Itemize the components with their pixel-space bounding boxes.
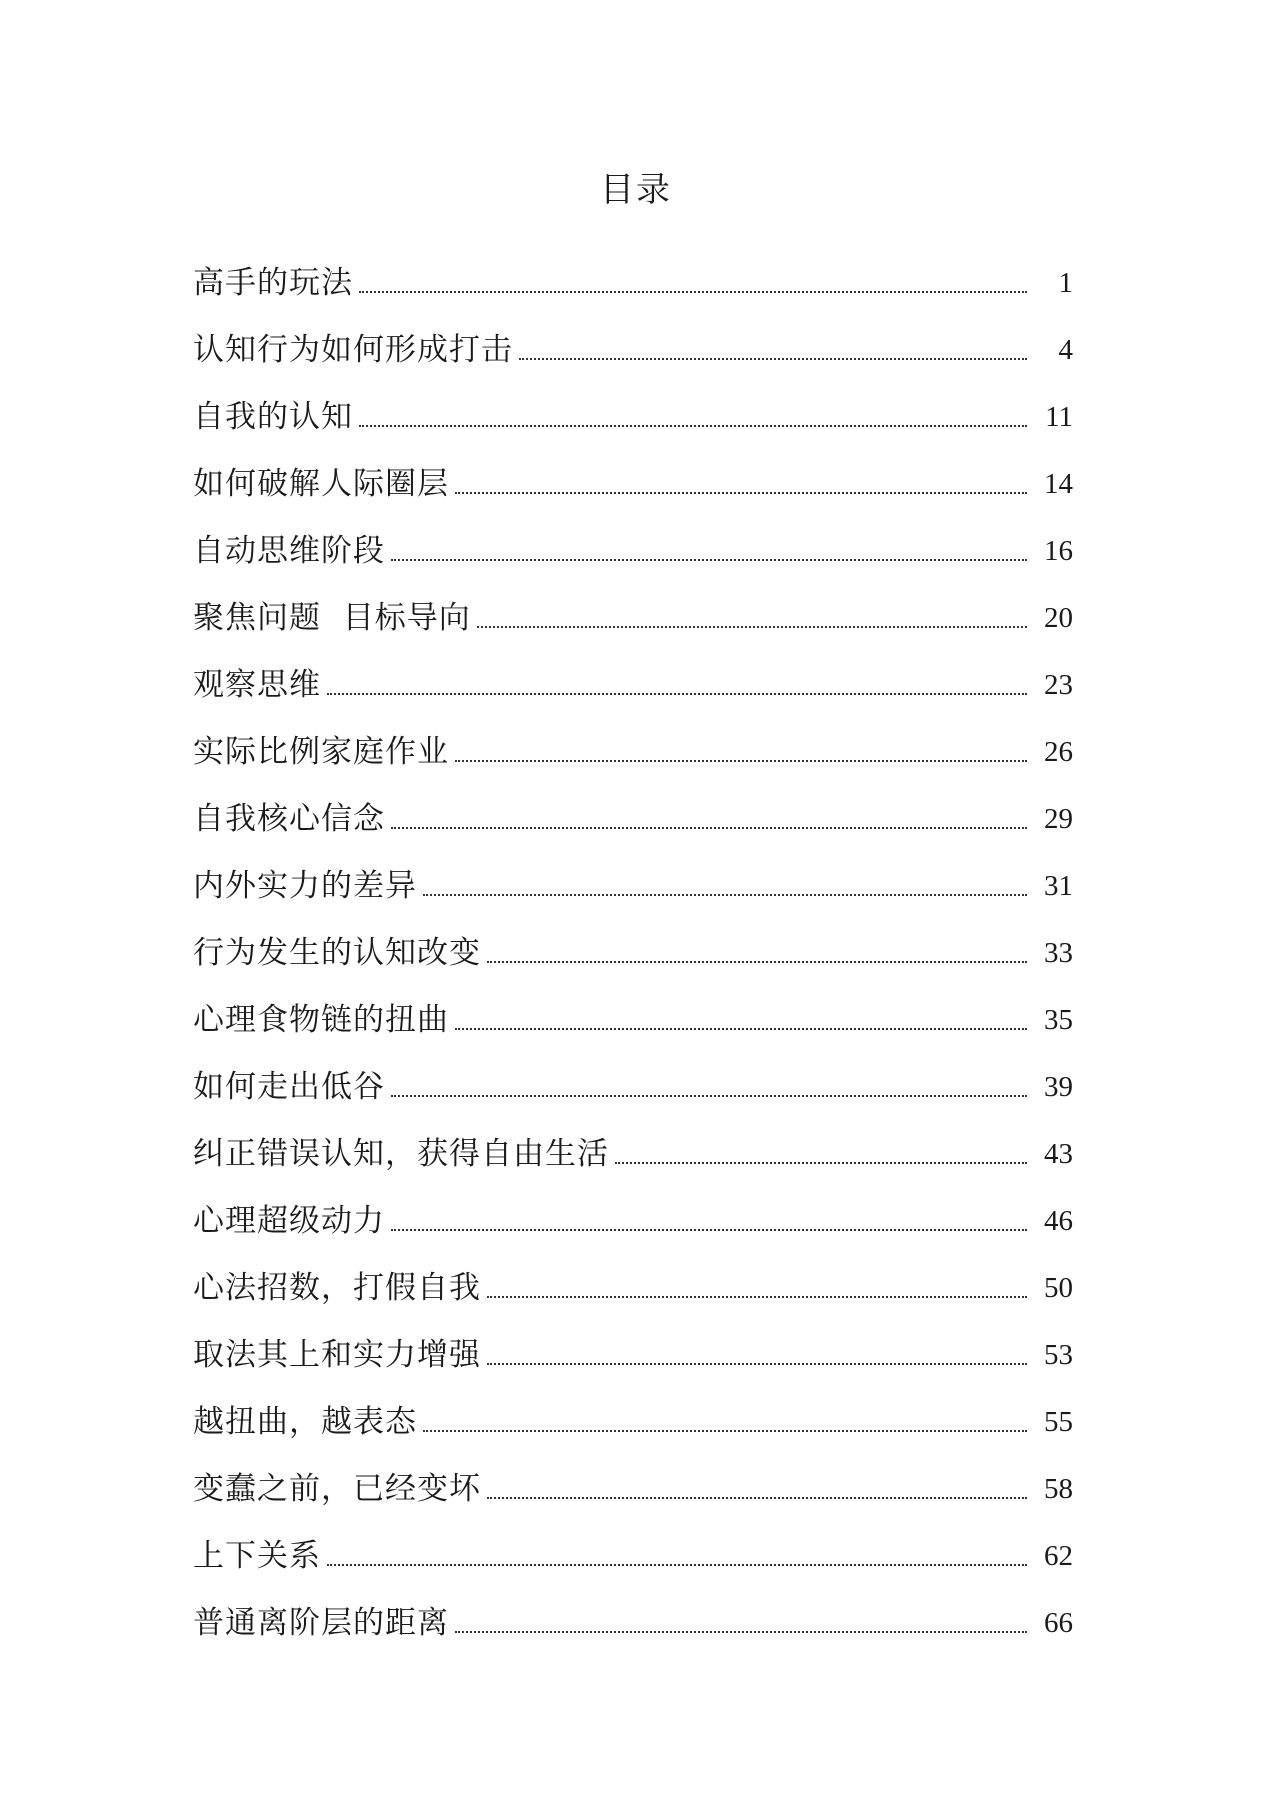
toc-entry — [193, 705, 1073, 772]
toc-entry-page-number: 4 — [1058, 334, 1073, 366]
toc-entry-title: 变蠢之前，已经变坏 — [193, 1471, 481, 1507]
toc-entry-page-number: 39 — [1044, 1071, 1073, 1103]
toc-entry-title: 心理超级动力 — [193, 1203, 385, 1239]
toc-entry-title: 观察思维 — [193, 667, 321, 703]
dot-leader — [455, 760, 1027, 762]
toc-entry — [193, 1442, 1073, 1509]
dot-leader — [423, 894, 1027, 896]
page-title: 目录 — [600, 170, 672, 210]
dot-leader — [423, 1430, 1027, 1432]
toc-entry — [193, 1509, 1073, 1576]
toc-entry-page-number: 31 — [1044, 870, 1073, 902]
toc-entry — [193, 236, 1073, 303]
toc-entry-page-number: 14 — [1044, 468, 1073, 500]
dot-leader — [327, 1564, 1027, 1566]
dot-leader — [327, 693, 1027, 695]
toc-entry — [193, 1308, 1073, 1375]
toc-entry-page-number: 26 — [1044, 736, 1073, 768]
toc-entry-title: 如何走出低谷 — [193, 1069, 385, 1105]
toc-entry — [193, 1576, 1073, 1643]
toc-entry-page-number: 29 — [1044, 803, 1073, 835]
toc-entry-title: 普通离阶层的距离 — [193, 1605, 449, 1641]
dot-leader — [391, 559, 1027, 561]
toc-entry-page-number: 11 — [1045, 401, 1073, 433]
toc-entry-page-number: 62 — [1044, 1540, 1073, 1572]
dot-leader — [455, 492, 1027, 494]
dot-leader — [487, 961, 1027, 963]
toc-entry — [193, 1040, 1073, 1107]
toc-entry-title: 上下关系 — [193, 1538, 321, 1574]
dot-leader — [615, 1162, 1027, 1164]
toc-entry-page-number: 35 — [1044, 1004, 1073, 1036]
toc-entry-title: 心理食物链的扭曲 — [193, 1002, 449, 1038]
toc-entry-title: 高手的玩法 — [193, 265, 353, 301]
toc-entry-page-number: 43 — [1044, 1138, 1073, 1170]
toc-entry — [193, 571, 1073, 638]
dot-leader — [391, 1229, 1027, 1231]
table-of-contents — [193, 236, 1073, 1643]
toc-entry-page-number: 55 — [1044, 1406, 1073, 1438]
dot-leader — [487, 1363, 1027, 1365]
toc-entry — [193, 1375, 1073, 1442]
toc-entry — [193, 303, 1073, 370]
toc-entry-title: 自动思维阶段 — [193, 533, 385, 569]
dot-leader — [519, 358, 1027, 360]
toc-entry — [193, 1107, 1073, 1174]
toc-entry-title: 认知行为如何形成打击 — [193, 332, 513, 368]
toc-entry — [193, 973, 1073, 1040]
toc-entry-title: 取法其上和实力增强 — [193, 1337, 481, 1373]
toc-entry-title: 内外实力的差异 — [193, 868, 417, 904]
toc-entry-title: 聚焦问题 目标导向 — [193, 600, 471, 636]
toc-entry-title: 心法招数，打假自我 — [193, 1270, 481, 1306]
toc-entry — [193, 1174, 1073, 1241]
dot-leader — [477, 626, 1027, 628]
dot-leader — [455, 1631, 1027, 1633]
toc-entry-page-number: 1 — [1058, 267, 1073, 299]
toc-entry-title: 越扭曲，越表态 — [193, 1404, 417, 1440]
toc-entry-page-number: 53 — [1044, 1339, 1073, 1371]
toc-entry-title: 自我的认知 — [193, 399, 353, 435]
dot-leader — [455, 1028, 1027, 1030]
toc-entry-page-number: 50 — [1044, 1272, 1073, 1304]
dot-leader — [487, 1296, 1027, 1298]
toc-entry — [193, 906, 1073, 973]
toc-entry-page-number: 58 — [1044, 1473, 1073, 1505]
toc-entry — [193, 370, 1073, 437]
toc-entry-title: 如何破解人际圈层 — [193, 466, 449, 502]
toc-entry-title: 自我核心信念 — [193, 801, 385, 837]
dot-leader — [359, 425, 1027, 427]
toc-entry-page-number: 33 — [1044, 937, 1073, 969]
toc-entry-page-number: 16 — [1044, 535, 1073, 567]
toc-entry-page-number: 46 — [1044, 1205, 1073, 1237]
toc-entry — [193, 772, 1073, 839]
toc-entry — [193, 504, 1073, 571]
toc-entry-title: 行为发生的认知改变 — [193, 935, 481, 971]
dot-leader — [391, 827, 1027, 829]
toc-entry — [193, 437, 1073, 504]
toc-entry-page-number: 66 — [1044, 1607, 1073, 1639]
toc-entry — [193, 638, 1073, 705]
dot-leader — [391, 1095, 1027, 1097]
toc-entry-page-number: 20 — [1044, 602, 1073, 634]
toc-entry-title: 实际比例家庭作业 — [193, 734, 449, 770]
toc-entry-title: 纠正错误认知，获得自由生活 — [193, 1136, 609, 1172]
dot-leader — [487, 1497, 1027, 1499]
toc-entry — [193, 1241, 1073, 1308]
toc-entry-page-number: 23 — [1044, 669, 1073, 701]
dot-leader — [359, 291, 1027, 293]
toc-entry — [193, 839, 1073, 906]
